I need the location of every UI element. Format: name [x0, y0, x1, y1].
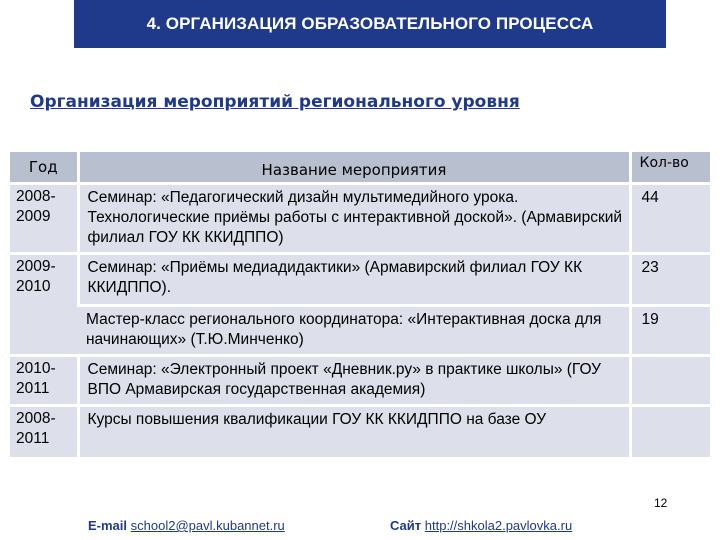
- page-title: 4. ОРГАНИЗАЦИЯ ОБРАЗОВАТЕЛЬНОГО ПРОЦЕССА: [146, 14, 594, 33]
- table-row: [10, 405, 710, 457]
- header-count: Кол-во: [630, 152, 710, 183]
- row-year: 2008-2009: [10, 183, 78, 253]
- row-name: Семинар: «Электронный проект «Дневник.ру» в практике школы» (ГОУ ВПО Армавирская государственная академия): [78, 355, 630, 405]
- table-row: [10, 305, 710, 355]
- row-count: 23: [630, 253, 710, 305]
- table-header-row: [10, 152, 710, 183]
- footer-email: [88, 518, 285, 533]
- row-year: 2009-2010: [10, 253, 78, 355]
- row-name: Семинар: «Приёмы медиадидактики» (Армавирский филиал ГОУ КК ККИДППО).: [78, 253, 630, 305]
- table-row: [10, 183, 710, 253]
- page-number: 12: [654, 496, 668, 510]
- row-name: Курсы повышения квалификации ГОУ КК ККИДППО на базе ОУ: [78, 405, 630, 457]
- row-year: 2008-2011: [10, 405, 78, 457]
- section-subtitle: Организация мероприятий регионального уровня: [30, 92, 520, 112]
- header-year: Год: [10, 152, 78, 183]
- email-link[interactable]: school2@pavl.kubannet.ru: [130, 518, 285, 533]
- footer-site: [390, 518, 572, 533]
- row-count: [630, 355, 710, 405]
- events-table: [10, 152, 710, 457]
- row-name: Мастер-класс регионального координатора: «Интерактивная доска для начинающих» (Т.Ю.Минченко): [78, 305, 630, 355]
- row-count: [630, 405, 710, 457]
- site-link[interactable]: http://shkola2.pavlovka.ru: [424, 518, 573, 533]
- row-count: 44: [630, 183, 710, 253]
- table-row: [10, 355, 710, 405]
- table-row: [10, 253, 710, 305]
- header-name: Название мероприятия: [78, 152, 630, 183]
- header-bar: [74, 0, 666, 48]
- row-name: Семинар: «Педагогический дизайн мультимедийного урока. Технологические приёмы работы с интерактивной доской». (Армавирский филиал ГОУ КК ККИДППО): [78, 183, 630, 253]
- email-label: E-mail: [88, 518, 128, 533]
- row-year: 2010-2011: [10, 355, 78, 405]
- site-label: Сайт: [390, 518, 422, 533]
- row-count: 19: [630, 305, 710, 355]
